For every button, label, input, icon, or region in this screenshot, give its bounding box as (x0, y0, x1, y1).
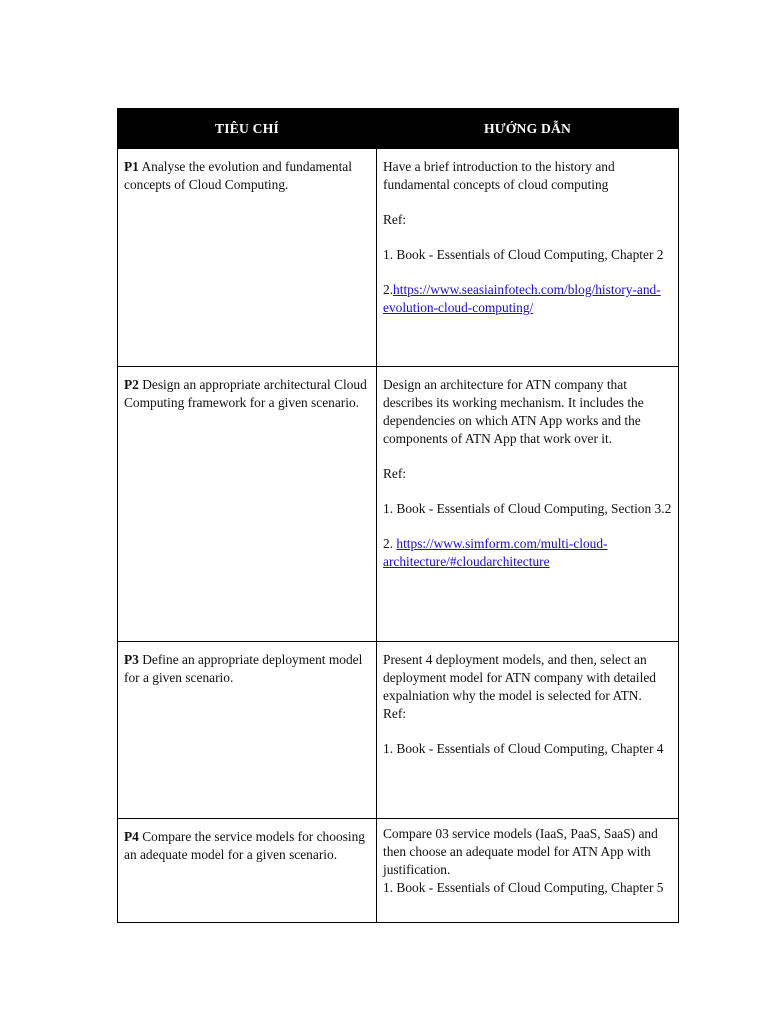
criteria-text (124, 828, 370, 864)
criteria-description: Define an appropriate deployment model for a given scenario. (124, 652, 363, 685)
guide-cell (377, 149, 679, 367)
ref-label: Ref: (383, 706, 407, 721)
table-row (118, 367, 679, 642)
guide-intro: Compare 03 service models (IaaS, PaaS, SaaS) and then choose an adequate model for ATN App with justification. (383, 826, 658, 877)
guide-intro: Design an architecture for ATN company that describes its working mechanism. It includes the dependencies on which ATN App works and the components of ATN App that work over it. (383, 377, 644, 446)
criteria-cell (118, 149, 377, 367)
guide-cell (377, 367, 679, 642)
criteria-code: P2 (124, 377, 139, 392)
table-header-row (118, 109, 679, 149)
ref-label: Ref: (383, 466, 407, 481)
ref-web (383, 535, 672, 571)
header-criteria: TIÊU CHÍ (118, 109, 377, 149)
criteria-code: P4 (124, 829, 139, 844)
guide-cell (377, 642, 679, 819)
criteria-description: Analyse the evolution and fundamental concepts of Cloud Computing. (124, 159, 352, 192)
table-row (118, 819, 679, 923)
criteria-text (124, 158, 370, 194)
ref-web-prefix: 2. (383, 536, 397, 551)
ref-web-link[interactable]: https://www.simform.com/multi-cloud-architecture/#cloudarchitecture (383, 536, 608, 569)
guide-intro: Have a brief introduction to the history and fundamental concepts of cloud computing (383, 159, 615, 192)
criteria-description: Design an appropriate architectural Cloud Computing framework for a given scenario. (124, 377, 367, 410)
ref-web-prefix: 2. (383, 282, 394, 297)
header-guide: HƯỚNG DẪN (377, 109, 679, 149)
ref-web-link[interactable]: https://www.seasiainfotech.com/blog/history-and-evolution-cloud-computing/ (383, 282, 661, 315)
criteria-description: Compare the service models for choosing an adequate model for a given scenario. (124, 829, 365, 862)
guide-cell (377, 819, 679, 923)
criteria-guide-table (117, 108, 679, 923)
guide-intro: Present 4 deployment models, and then, select an deployment model for ATN company with detailed expalniation why the model is selected for ATN. (383, 652, 656, 703)
table-row (118, 149, 679, 367)
ref-book: 1. Book - Essentials of Cloud Computing, Chapter 2 (383, 247, 664, 262)
ref-web (383, 281, 672, 317)
criteria-code: P3 (124, 652, 139, 667)
table-row (118, 642, 679, 819)
criteria-cell (118, 367, 377, 642)
criteria-text (124, 651, 370, 687)
criteria-code: P1 (124, 159, 139, 174)
ref-book: 1. Book - Essentials of Cloud Computing, Chapter 4 (383, 741, 664, 756)
ref-book: 1. Book - Essentials of Cloud Computing, Chapter 5 (383, 880, 664, 895)
criteria-cell (118, 642, 377, 819)
criteria-cell (118, 819, 377, 923)
criteria-text (124, 376, 370, 412)
ref-label: Ref: (383, 212, 407, 227)
ref-book: 1. Book - Essentials of Cloud Computing, Section 3.2 (383, 501, 672, 516)
